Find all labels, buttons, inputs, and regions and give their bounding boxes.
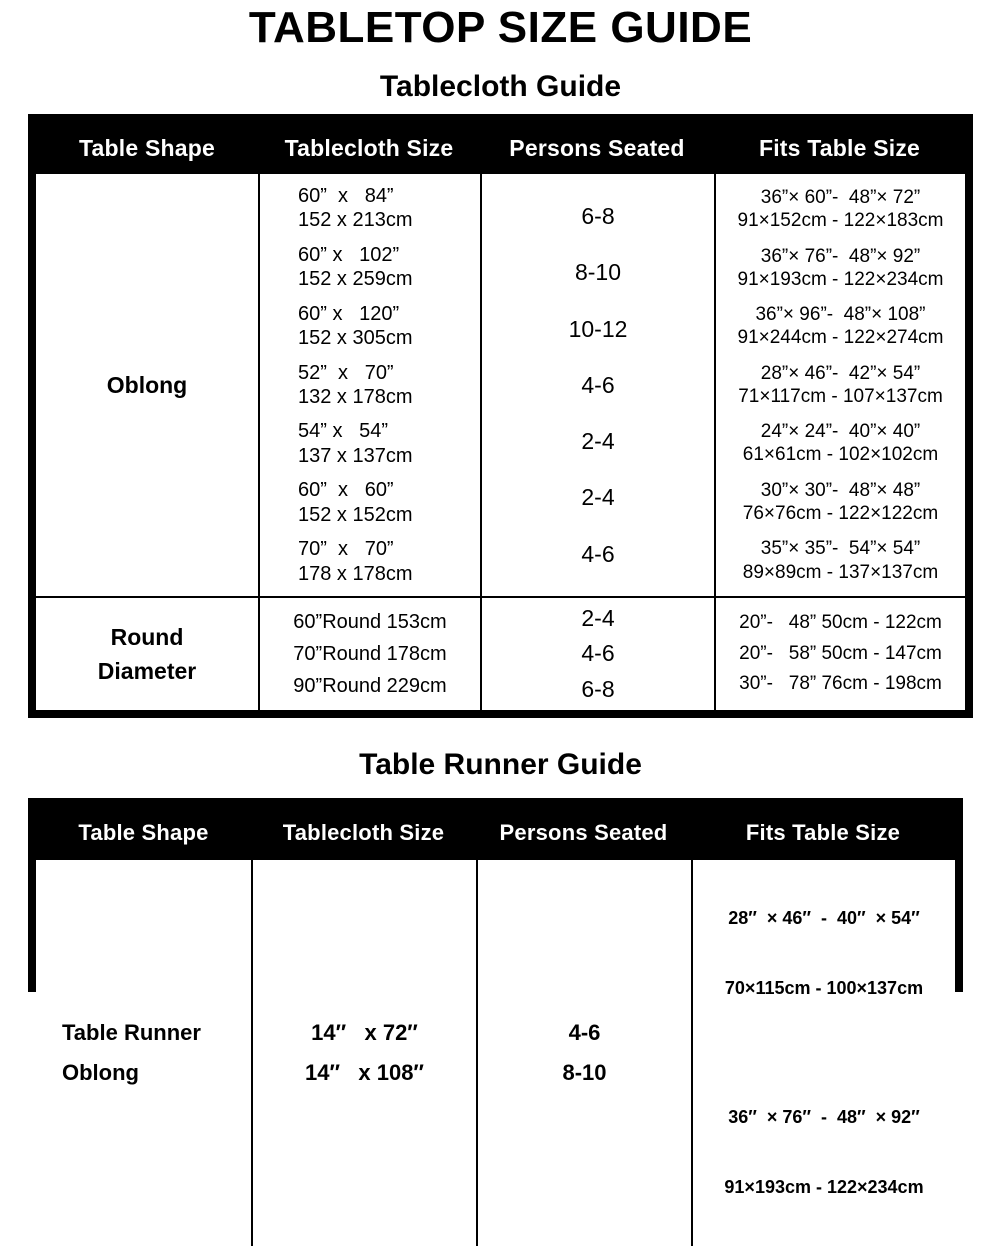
table-row: 20”- 48” 50cm - 122cm bbox=[739, 611, 942, 633]
table-row: 30”- 78” 76cm - 198cm bbox=[739, 673, 942, 695]
size-cm: 152 x 213cm bbox=[298, 209, 413, 232]
table-row bbox=[260, 478, 480, 527]
seats-value: 4-6 bbox=[581, 371, 615, 398]
shape-label-oblong: Oblong bbox=[106, 371, 188, 398]
tablecloth-size-cell-oblong bbox=[258, 174, 480, 596]
seats-value: 6-8 bbox=[581, 203, 615, 230]
size-inches: 60” x 60” bbox=[298, 479, 394, 502]
fits-cm: 91×244cm - 122×274cm bbox=[737, 327, 944, 349]
fits-cm: 70×115cm - 100×137cm bbox=[724, 977, 924, 998]
table-row bbox=[260, 243, 480, 292]
table-row bbox=[716, 537, 965, 583]
table-row: 8-10 bbox=[562, 1060, 607, 1086]
size-inches: 70” x 70” bbox=[298, 538, 394, 561]
size-cm: 137 x 137cm bbox=[298, 444, 413, 467]
runner-shape-cell bbox=[36, 860, 251, 1246]
table-row: 60”Round 153cm bbox=[293, 611, 447, 633]
fits-cm: 61×61cm - 102×102cm bbox=[742, 444, 939, 466]
seats-value: 8-10 bbox=[574, 259, 622, 286]
runner-size-cell bbox=[251, 860, 476, 1246]
runner-column-header-persons-seated: Persons Seated bbox=[476, 806, 691, 860]
tablecloth-guide-title: Tablecloth Guide bbox=[379, 70, 622, 103]
table-row bbox=[260, 302, 480, 351]
fits-cm: 91×193cm - 122×234cm bbox=[737, 268, 944, 290]
table-row: Table Runner bbox=[62, 1019, 201, 1045]
fits-cm: 71×117cm - 107×137cm bbox=[738, 385, 943, 407]
size-inches: 52” x 70” bbox=[298, 361, 394, 384]
shape-cell-oblong bbox=[36, 174, 258, 596]
runner-column-header-table-shape: Table Shape bbox=[36, 806, 251, 860]
fits-inches: 36”× 96”- 48”× 108” bbox=[755, 304, 926, 326]
fits-inches: 36”× 60”- 48”× 72” bbox=[760, 187, 921, 209]
runner-column-header-tablecloth-size: Tablecloth Size bbox=[251, 806, 476, 860]
table-row: 14″ x 72″ bbox=[311, 1019, 418, 1045]
fits-inches: 24”× 24”- 40”× 40” bbox=[760, 421, 921, 443]
table-runner-guide-table bbox=[28, 798, 963, 1198]
shape-cell-round bbox=[36, 596, 258, 710]
table-row: 4-6 bbox=[581, 640, 615, 667]
fits-inches: 35”× 35”- 54”× 54” bbox=[760, 538, 921, 560]
column-header-fits-table-size: Fits Table Size bbox=[714, 122, 965, 174]
seats-value: 10-12 bbox=[568, 315, 628, 342]
fits-inches: 30”× 30”- 48”× 48” bbox=[760, 479, 921, 501]
table-row bbox=[260, 361, 480, 410]
fits-inches: 36″ × 76″ - 48″ × 92″ bbox=[728, 1106, 920, 1127]
runner-column-header-fits-table-size: Fits Table Size bbox=[691, 806, 955, 860]
runner-fits-cell bbox=[691, 860, 955, 1246]
round-label-line1: Round bbox=[110, 623, 184, 650]
table-row bbox=[482, 258, 714, 286]
size-cm: 152 x 259cm bbox=[298, 268, 413, 291]
table-row bbox=[482, 315, 714, 343]
shape-label-round bbox=[98, 620, 196, 689]
fits-inches: 28″ × 46″ - 40″ × 54″ bbox=[728, 907, 920, 928]
size-cm: 152 x 152cm bbox=[298, 503, 413, 526]
table-row bbox=[482, 540, 714, 568]
table-row bbox=[716, 420, 965, 466]
size-cm: 152 x 305cm bbox=[298, 327, 413, 350]
fits-cm: 91×193cm - 122×234cm bbox=[724, 1177, 924, 1198]
table-row bbox=[260, 419, 480, 468]
table-row bbox=[716, 186, 965, 232]
fits-inches: 28”× 46”- 42”× 54” bbox=[760, 362, 921, 384]
fits-cm: 89×89cm - 137×137cm bbox=[742, 561, 939, 583]
table-row bbox=[260, 184, 480, 233]
table-row: 6-8 bbox=[581, 675, 615, 702]
table-row bbox=[482, 371, 714, 399]
size-inches: 60” x 120” bbox=[298, 302, 400, 325]
persons-seated-cell-oblong bbox=[480, 174, 714, 596]
fits-table-size-cell-oblong bbox=[714, 174, 965, 596]
fits-table-size-cell-round bbox=[714, 596, 965, 710]
table-row bbox=[716, 303, 965, 349]
size-cm: 178 x 178cm bbox=[298, 562, 413, 585]
fits-inches: 36”× 76”- 48”× 92” bbox=[760, 245, 921, 267]
column-header-tablecloth-size: Tablecloth Size bbox=[258, 122, 480, 174]
fits-cm: 91×152cm - 122×183cm bbox=[737, 210, 944, 232]
table-row bbox=[693, 1059, 955, 1246]
seats-value: 2-4 bbox=[581, 428, 615, 455]
table-runner-guide-title: Table Runner Guide bbox=[359, 748, 642, 781]
table-row: 14″ x 108″ bbox=[305, 1060, 424, 1086]
table-row: 70”Round 178cm bbox=[293, 643, 447, 665]
table-row bbox=[716, 362, 965, 408]
column-header-persons-seated: Persons Seated bbox=[480, 122, 714, 174]
table-row: 4-6 bbox=[568, 1019, 601, 1045]
seats-value: 4-6 bbox=[581, 540, 615, 567]
size-cm: 132 x 178cm bbox=[298, 385, 413, 408]
tablecloth-size-cell-round bbox=[258, 596, 480, 710]
table-row: 2-4 bbox=[581, 605, 615, 632]
table-row: Oblong bbox=[62, 1060, 139, 1086]
page-title: TABLETOP SIZE GUIDE bbox=[248, 3, 753, 52]
size-inches: 54” x 54” bbox=[298, 420, 389, 443]
table-row bbox=[482, 483, 714, 511]
table-row bbox=[260, 537, 480, 586]
seats-value: 2-4 bbox=[581, 484, 615, 511]
persons-seated-cell-round bbox=[480, 596, 714, 710]
table-row: 20”- 58” 50cm - 147cm bbox=[739, 642, 942, 664]
column-header-table-shape: Table Shape bbox=[36, 122, 258, 174]
table-row bbox=[482, 427, 714, 455]
fits-cm: 76×76cm - 122×122cm bbox=[742, 503, 939, 525]
table-row bbox=[693, 860, 955, 1047]
table-row bbox=[482, 202, 714, 230]
runner-seats-cell bbox=[476, 860, 691, 1246]
size-inches: 60” x 84” bbox=[298, 185, 394, 208]
table-row: 90”Round 229cm bbox=[293, 675, 447, 697]
table-row bbox=[716, 479, 965, 525]
table-row bbox=[716, 245, 965, 291]
round-label-line2: Diameter bbox=[97, 658, 197, 684]
tablecloth-guide-table bbox=[28, 114, 973, 718]
size-inches: 60” x 102” bbox=[298, 243, 400, 266]
